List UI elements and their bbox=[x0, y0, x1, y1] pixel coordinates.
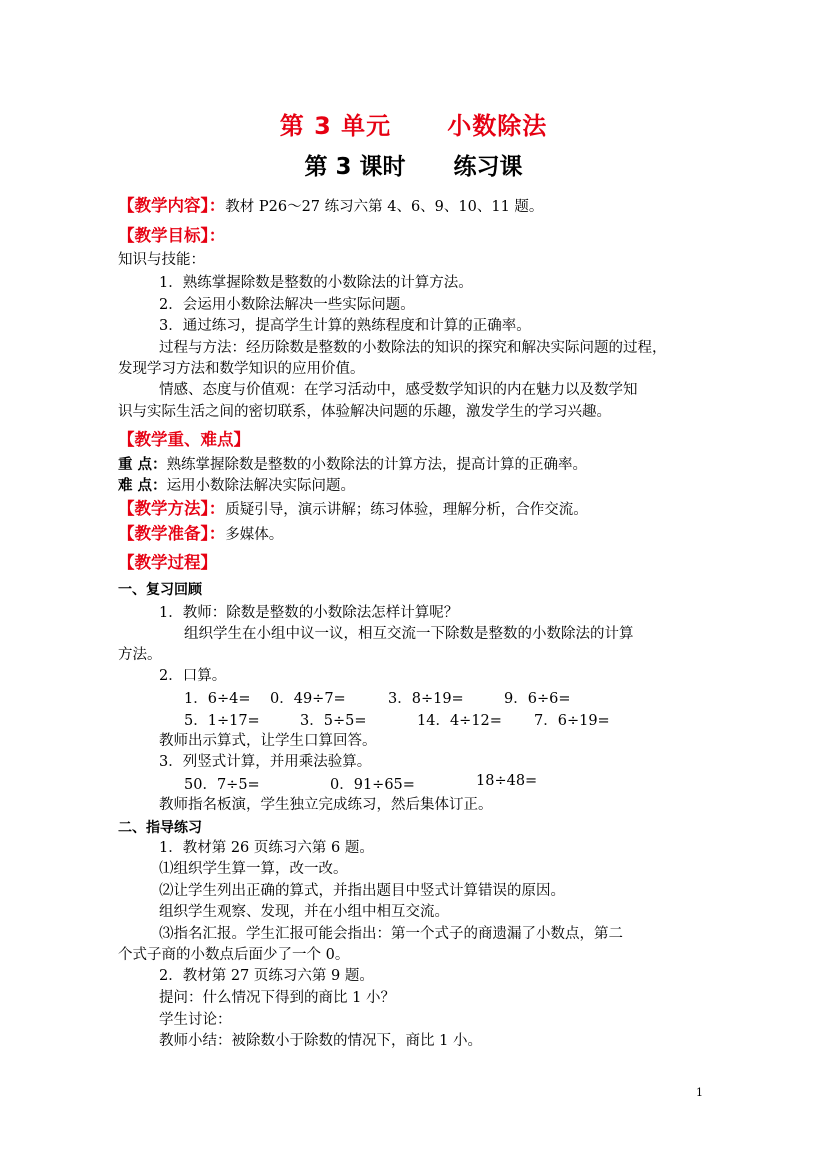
preparation-label: 【教学准备】： bbox=[118, 524, 226, 543]
process-label: 【教学过程】 bbox=[118, 553, 217, 572]
key-label: 重 点： bbox=[118, 457, 167, 473]
objective-item: 3．通过练习，提高学生计算的熟练程度和计算的正确率。 bbox=[159, 318, 531, 334]
difficulty-label: 难 点： bbox=[118, 478, 167, 494]
key-text: 熟练掌握除数是整数的小数除法的计算方法，提高计算的正确率。 bbox=[166, 457, 588, 473]
guided-para: 组织学生观察、发现，并在小组中相互交流。 bbox=[159, 904, 449, 920]
methods-text: 质疑引导，演示讲解；练习体验，理解分析，合作交流。 bbox=[225, 502, 588, 518]
emotion-line: 识与实际生活之间的密切联系，体验解决问题的乐趣，激发学生的学习兴趣。 bbox=[118, 404, 611, 420]
review-para: 教师指名板演，学生独立完成练习，然后集体订正。 bbox=[159, 797, 493, 813]
oral-calc-item: 9．6÷6= bbox=[504, 691, 571, 707]
review-para: 组织学生在小组中议一议，相互交流一下除数是整数的小数除法的计算 bbox=[184, 626, 634, 642]
guided-para: ⑴组织学生算一算，改一改。 bbox=[159, 861, 348, 877]
oral-calc-item: 0．49÷7= bbox=[270, 691, 346, 707]
content-label: 【教学内容】： bbox=[118, 196, 226, 215]
oral-calc-item: 1．6÷4= bbox=[184, 691, 251, 707]
key-points-label: 【教学重、难点】 bbox=[118, 430, 250, 449]
oral-calc-item: 5．1÷17= bbox=[184, 713, 260, 729]
vertical-calc-item: 0．91÷65= bbox=[330, 777, 415, 793]
methods-row bbox=[118, 499, 588, 520]
review-para: 3．列竖式计算，并用乘法验算。 bbox=[159, 754, 372, 770]
review-heading: 一、复习回顾 bbox=[118, 582, 202, 598]
knowledge-heading: 知识与技能： bbox=[118, 252, 205, 268]
unit-title: 第 3 单元 小数除法 bbox=[279, 112, 548, 140]
review-para: 2．口算。 bbox=[159, 668, 227, 684]
oral-calc-item: 14．4÷12= bbox=[417, 713, 502, 729]
process-heading bbox=[118, 553, 217, 574]
objectives-heading bbox=[118, 226, 225, 247]
oral-calc-item: 3．5÷5= bbox=[300, 713, 367, 729]
methods-label: 【教学方法】： bbox=[118, 499, 226, 518]
content-text: 教材 P26～27 练习六第 4、6、9、10、11 题。 bbox=[225, 199, 544, 215]
review-para: 1．教师：除数是整数的小数除法怎样计算呢？ bbox=[159, 605, 459, 621]
guided-para: 提问：什么情况下得到的商比 1 小？ bbox=[159, 990, 395, 1006]
objective-item: 2．会运用小数除法解决一些实际问题。 bbox=[159, 297, 415, 313]
difficulty-text: 运用小数除法解决实际问题。 bbox=[166, 478, 356, 494]
process-method-line: 发现学习方法和数学知识的应用价值。 bbox=[118, 361, 365, 377]
content-row bbox=[118, 196, 543, 217]
preparation-text: 多媒体。 bbox=[225, 527, 284, 543]
guided-para: 1．教材第 26 页练习六第 6 题。 bbox=[159, 840, 374, 856]
oral-calc-item: 7．6÷19= bbox=[534, 713, 610, 729]
key-point-row bbox=[118, 455, 587, 475]
oral-calc-item: 3．8÷19= bbox=[388, 691, 464, 707]
objectives-label: 【教学目标】： bbox=[118, 226, 226, 245]
vertical-calc-item: 50．7÷5= bbox=[184, 777, 260, 793]
key-points-heading bbox=[118, 430, 250, 451]
guided-para: 2．教材第 27 页练习六第 9 题。 bbox=[159, 968, 374, 984]
preparation-row bbox=[118, 524, 283, 545]
guided-para: 学生讨论： bbox=[159, 1012, 232, 1028]
guided-para: 个式子商的小数点后面少了一个 0。 bbox=[118, 947, 350, 963]
difficulty-row bbox=[118, 476, 355, 496]
guided-para: ⑶指名汇报。学生汇报可能会指出：第一个式子的商遗漏了小数点，第二 bbox=[159, 926, 623, 942]
objective-item: 1．熟练掌握除数是整数的小数除法的计算方法。 bbox=[159, 275, 473, 291]
emotion-line: 情感、态度与价值观：在学习活动中，感受数学知识的内在魅力以及数学知 bbox=[159, 382, 638, 398]
lesson-title: 第 3 课时 练习课 bbox=[304, 154, 523, 180]
review-para: 教师出示算式，让学生口算回答。 bbox=[159, 733, 377, 749]
process-method-line: 过程与方法：经历除数是整数的小数除法的知识的探究和解决实际问题的过程， bbox=[159, 340, 667, 356]
guided-heading: 二、指导练习 bbox=[118, 820, 202, 836]
page-number: 1 bbox=[696, 1086, 703, 1099]
guided-para: ⑵让学生列出正确的算式，并指出题目中竖式计算错误的原因。 bbox=[159, 883, 565, 899]
review-para: 方法。 bbox=[118, 647, 162, 663]
vertical-calc-item: 18÷48= bbox=[476, 773, 538, 789]
guided-para: 教师小结：被除数小于除数的情况下，商比 1 小。 bbox=[159, 1033, 482, 1049]
